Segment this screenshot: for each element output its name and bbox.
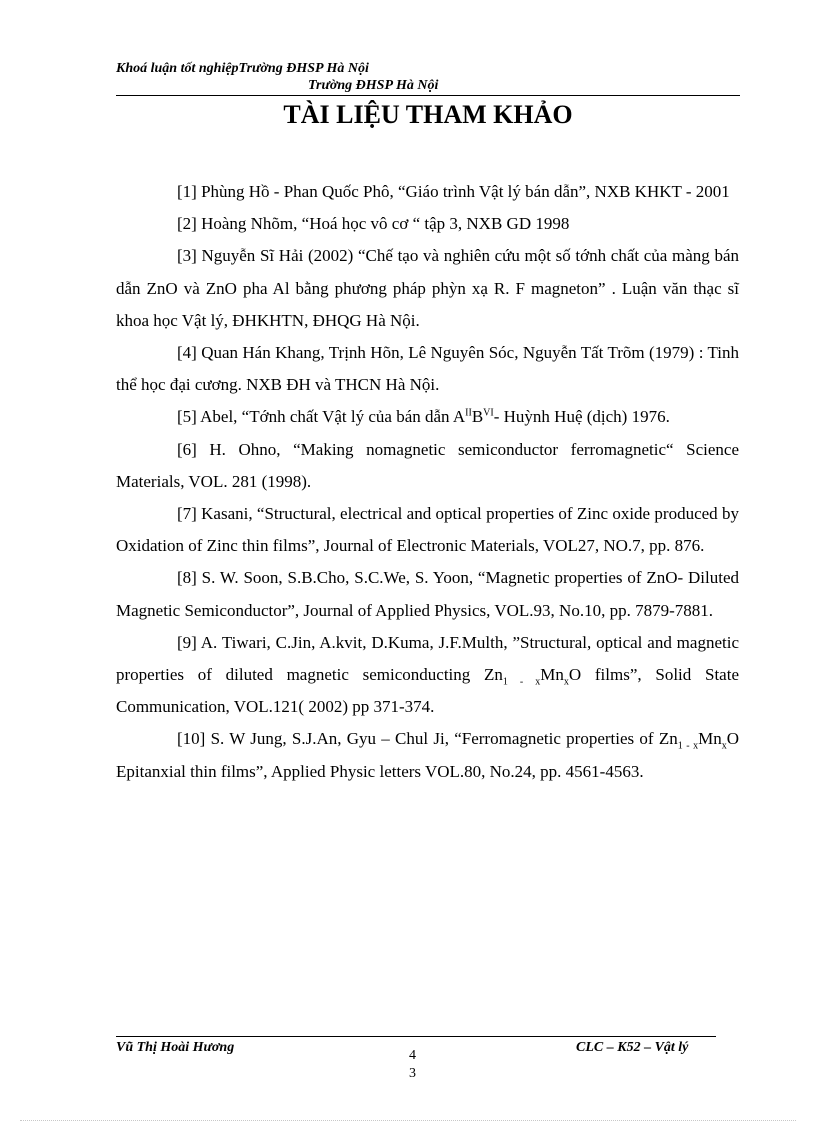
reference-10-text-b: Mn [698,729,722,749]
page-number-part-1: 4 [409,1048,416,1063]
reference-9-text-a: [9] A. Tiwari, C.Jin, A.kvit, D.Kuma, J.F.Multh, ”Structural, optical and magnetic properties of diluted magnetic semiconducting Zn [116,632,739,685]
page-bottom-dotted-border [20,1120,796,1121]
header-line-2: Trường ĐHSP Hà Nội [308,78,439,93]
reference-6: [6] H. Ohno, “Making nomagnetic semiconductor ferromagnetic“ Science Materials, VOL. 281 (1998). [116,439,739,491]
reference-8: [8] S. W. Soon, S.B.Cho, S.C.We, S. Yoon, “Magnetic properties of ZnO- Diluted Magnetic Semiconductor”, Journal of Applied Physics, VOL.93, No.10, pp. 7879-7881. [116,568,739,620]
reference-9-subscript-1: 1 - x [502,676,541,688]
reference-2: [2] Hoàng Nhõm, “Hoá học vô cơ “ tập 3, NXB GD 1998 [177,214,570,234]
reference-9-text-c: O films”, Solid State Communication, VOL.121( 2002) pp 371-374. [116,665,739,717]
footer-author: Vũ Thị Hoài Hương [116,1040,235,1055]
reference-list [116,176,739,788]
reference-1: [1] Phùng Hồ - Phan Quốc Phô, “Giáo trình Vật lý bán dẫn”, NXB KHKT - 2001 [177,182,730,201]
reference-10-text-c: O Epitanxial thin films”, Applied Physic letters VOL.80, No.24, pp. 4561-4563. [116,729,739,781]
reference-5-text-c: - Huỳnh Huệ (dịch) 1976. [493,407,670,427]
reference-9-text-b: Mn [540,665,564,685]
reference-10-subscript-2: x [721,740,727,752]
reference-9 [116,627,739,724]
reference-4: [4] Quan Hán Khang, Trịnh Hõn, Lê Nguyên Sóc, Nguyễn Tất Trõm (1979) : Tinh thể học đại cương. NXB ĐH và THCN Hà Nội. [116,343,739,395]
footer-rule [116,1036,716,1037]
reference-5-superscript-2: VI [483,407,494,419]
footer-course: CLC – K52 – Vật lý [576,1040,689,1055]
header-line-1: Khoá luận tốt nghiệpTrường ĐHSP Hà Nội [116,61,369,76]
reference-5-superscript-1: II [465,407,472,419]
page-title: TÀI LIỆU THAM KHẢO [283,100,573,129]
page-number-part-2: 3 [409,1066,416,1081]
reference-3: [3] Nguyễn Sĩ Hải (2002) “Chế tạo và nghiên cứu một số tớnh chất của màng bán dẫn ZnO và ZnO pha Al bằng phương pháp phỳn xạ R. F magneton” . Luận văn thạc sĩ khoa học Vật lý, ĐHKHTN, ĐHQG Hà Nội. [116,246,739,330]
reference-9-subscript-2: x [563,676,569,688]
reference-10-subscript-1: 1 - x [677,740,699,752]
reference-7: [7] Kasani, “Structural, electrical and optical properties of Zinc oxide produced by Oxidation of Zinc thin films”, Journal of Electronic Materials, VOL27, NO.7, pp. 876. [116,504,739,556]
reference-5 [116,401,739,433]
reference-10-text-a: [10] S. W Jung, S.J.An, Gyu – Chul Ji, “Ferromagnetic properties of Zn [177,729,678,749]
reference-5-text-a: [5] Abel, “Tớnh chất Vật lý của bán dẫn A [177,407,466,427]
reference-5-text-b: B [471,407,484,427]
reference-10 [116,723,739,787]
header-rule [116,95,740,96]
